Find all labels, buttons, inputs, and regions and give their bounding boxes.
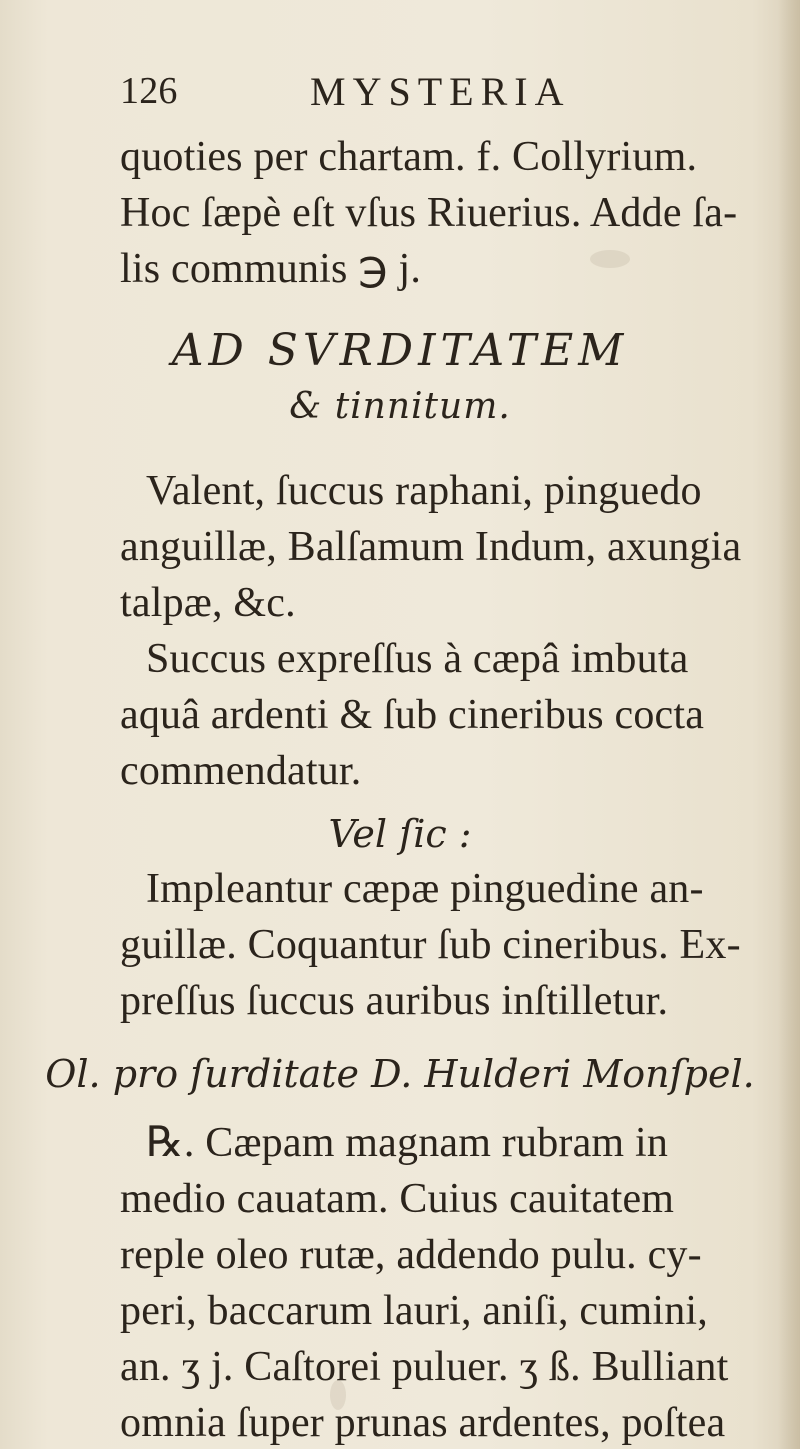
text-line: an. ʒ j. Caſtorei puluer. ʒ ß. Bulliant [120,1344,729,1390]
text-line: Impleantur cæpæ pinguedine an- [146,866,704,912]
text-line: peri, baccarum lauri, aniſi, cumini, [120,1288,708,1334]
text-line: ℞. Cæpam magnam rubram in [146,1120,669,1166]
text-line: commendatur. [120,748,362,794]
page-edge-stain [778,0,800,1449]
text-line: Succus expreſſus à cæpâ imbuta [146,636,689,682]
text-line: lis communis ℈ j. [120,246,422,292]
running-title: MYSTERIA [310,69,571,114]
text-line: Hoc ſæpè eſt vſus Riuerius. Adde ſa- [120,190,738,236]
text-line: preſſus ſuccus auribus inſtilletur. [120,978,669,1024]
text-line: talpæ, &c. [120,580,296,626]
text-line: anguillæ, Balſamum Indum, axungia [120,524,742,570]
page-number: 126 [120,70,178,112]
section-subheading: & tinnitum. [289,386,511,427]
section-heading: AD SVRDITATEM [171,325,629,376]
text-line: medio cauatam. Cuius cauitatem [120,1176,675,1222]
vel-sic-label: Vel ſic : [328,812,472,856]
paper-smudge [590,250,630,268]
text-line: omnia ſuper prunas ardentes, poſtea [120,1400,726,1446]
text-line: guillæ. Coquantur ſub cineribus. Ex- [120,922,741,968]
text-line: reple oleo rutæ, addendo pulu. cy- [120,1232,702,1278]
text-line: quoties per chartam. f. Collyrium. [120,134,698,180]
text-line: Valent, ſuccus raphani, pinguedo [146,468,702,514]
text-line: aquâ ardenti & ſub cineribus cocta [120,692,705,738]
recipe-title: Ol. pro ſurditate D. Hulderi Monſpel. [45,1052,755,1096]
